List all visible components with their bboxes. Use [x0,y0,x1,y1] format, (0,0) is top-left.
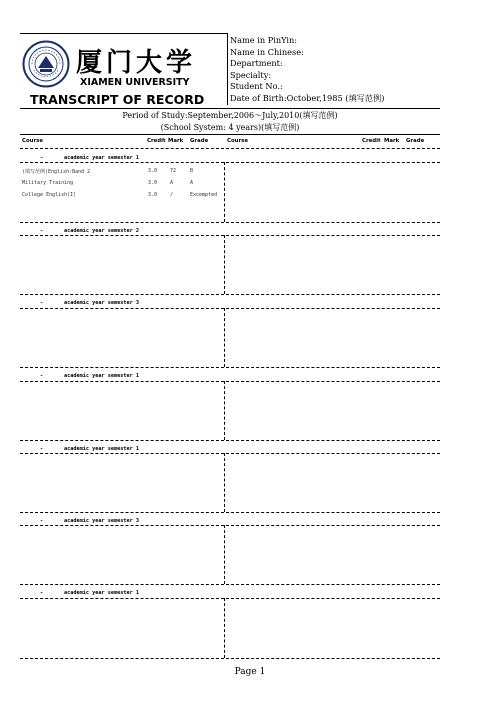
semester-heading-dash: - [40,300,44,306]
grade-row-grade: Excempted [190,192,218,198]
grade-row-credit: 3.0 [148,192,158,198]
semester-heading [40,373,139,379]
university-chinese-name: 厦门大学 [76,48,197,78]
student-date-of-birth: Date of Birth:October,1985 (填写范例) [230,92,385,103]
semester-heading-label: academic year semester 3 [64,518,139,524]
school-system: (School System: 4 years)(填写范例) [160,123,300,132]
column-split [224,598,225,658]
col-header-course-right: Course [227,138,249,144]
semester-divider [20,381,440,382]
column-split [224,453,225,512]
grade-row-course: College English(I) [22,192,77,198]
student-specialty: Specialty: [230,69,272,80]
semester-divider [20,584,440,585]
semester-heading-label: academic year semester 3 [64,300,139,306]
semester-heading-label: academic year semester 1 [64,373,139,379]
grade-row-mark: A [170,180,174,186]
semester-heading-label: academic year semester 1 [64,155,139,161]
grade-row-mark: 72 [170,168,177,174]
semester-heading [40,155,139,161]
university-seal-logo [22,40,70,88]
semester-divider [20,222,440,223]
semester-heading [40,446,139,452]
page-number: Page 1 [234,667,266,677]
student-number: Student No.: [230,81,283,91]
semester-divider [20,525,440,526]
semester-heading-dash: - [40,518,44,524]
semester-heading [40,228,139,234]
grade-row-course: (填写范例)English:Band 2 [22,169,91,175]
semester-divider [20,162,440,163]
col-header-credit-left: Credit [147,138,166,144]
semester-heading-dash: - [40,373,44,379]
student-department: Department: [230,58,283,68]
semester-divider [20,598,440,599]
column-split [224,308,225,367]
col-header-mark-right: Mark [384,138,400,144]
col-header-grade-left: Grade [190,138,209,144]
grade-row-credit: 3.0 [148,180,158,186]
period-of-study: Period of Study:September,2006～July,2010(填写范例) [122,111,338,120]
column-header-top-rule [20,134,440,135]
header-divider [227,33,228,105]
document-title: TRANSCRIPT OF RECORD [30,92,205,107]
col-header-credit-right: Credit [362,138,381,144]
semester-heading-dash: - [40,155,44,161]
semester-divider [20,440,440,441]
semester-heading [40,300,139,306]
semester-divider [20,512,440,513]
semester-heading-label: academic year semester 1 [64,590,139,596]
header-top-rule [20,33,227,34]
semester-divider [20,453,440,454]
semester-divider [20,367,440,368]
university-english-name: XIAMEN UNIVERSITY [80,77,190,88]
grade-row-grade: B [190,168,194,174]
grade-row-mark: / [170,192,174,198]
semester-divider [20,235,440,236]
column-split [224,525,225,584]
grade-row-course: Military Training [22,180,74,186]
grade-row-grade: A [190,180,194,186]
semester-heading-dash: - [40,228,44,234]
column-split [224,235,225,294]
table-bottom-rule [20,658,440,659]
grade-row-credit: 3.0 [148,168,158,174]
semester-heading-label: academic year semester 1 [64,446,139,452]
semester-divider [20,294,440,295]
student-name-pinyin: Name in PinYin: [230,35,298,45]
col-header-course-left: Course [22,138,44,144]
col-header-mark-left: Mark [168,138,184,144]
semester-heading-dash: - [40,446,44,452]
column-split [224,162,225,222]
semester-heading [40,518,139,524]
semester-divider [20,308,440,309]
column-split [224,381,225,440]
semester-heading-dash: - [40,590,44,596]
col-header-grade-right: Grade [406,138,425,144]
header-bottom-rule [20,108,440,109]
semester-divider [20,148,440,149]
student-name-chinese: Name in Chinese: [230,46,304,57]
semester-heading [40,590,139,596]
semester-heading-label: academic year semester 2 [64,228,139,234]
student-info-block [230,35,384,104]
